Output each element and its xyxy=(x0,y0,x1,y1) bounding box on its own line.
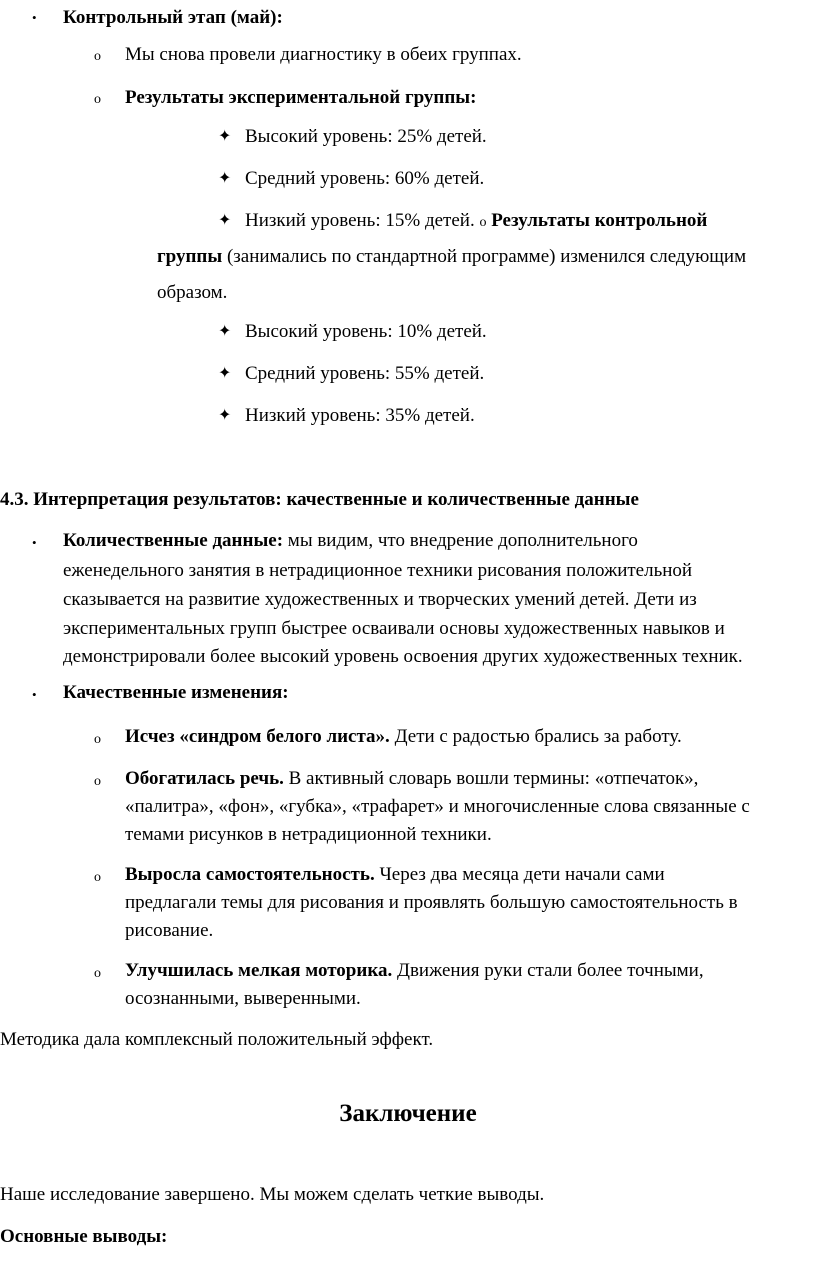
bullet-circle-icon: o xyxy=(94,870,101,885)
change-2-title: Обогатилась речь. xyxy=(125,768,284,789)
bullet-dot-icon: • xyxy=(32,535,37,550)
change-3-text: Через два месяца дети начали сами xyxy=(379,864,665,885)
ctrl-level-high: Высокий уровень: 10% детей. xyxy=(245,321,487,342)
section-heading: 4.3. Интерпретация результатов: качественные и количественные данные xyxy=(0,489,639,510)
bullet-star-icon: ✦ xyxy=(218,365,232,382)
change-3-line-2: предлагали темы для рисования и проявлять большую самостоятельность в xyxy=(125,892,738,913)
main-findings-label: Основные выводы: xyxy=(0,1226,168,1247)
exp-level-high: Высокий уровень: 25% детей. xyxy=(245,126,487,147)
ctrl-results-text-line1 xyxy=(157,242,746,272)
bullet-circle-icon: o xyxy=(94,732,101,747)
change-2-line-3: темами рисунков в нетрадиционной техники. xyxy=(125,824,492,845)
bullet-star-icon: ✦ xyxy=(218,170,232,187)
change-3-title: Выросла самостоятельность. xyxy=(125,864,375,885)
ctrl-results-text-line2: образом. xyxy=(157,282,228,303)
qual-label: Качественные изменения: xyxy=(63,682,289,703)
control-stage-title: Контрольный этап (май): xyxy=(63,7,283,28)
conclusion-heading: Заключение xyxy=(339,1100,477,1127)
change-2-line-2: «палитра», «фон», «губка», «трафарет» и многочисленные слова связанные с xyxy=(125,796,750,817)
bullet-circle-icon: o xyxy=(94,774,101,789)
ctrl-results-text: (занимались по стандартной программе) изменился следующим xyxy=(226,246,747,267)
change-1-text: Дети с радостью брались за работу. xyxy=(394,726,682,747)
quant-line-3: сказывается на развитие художественных и творческих умений детей. Дети из xyxy=(63,589,697,610)
quant-line-2: еженедельного занятия в нетрадиционное техники рисования положительной xyxy=(63,560,693,581)
change-1 xyxy=(125,722,682,752)
ctrl-results-title: Результаты контрольной xyxy=(491,210,708,231)
bullet-circle-icon: o xyxy=(94,92,101,107)
exp-level-mid: Средний уровень: 60% детей. xyxy=(245,168,485,189)
ctrl-results-title-cont: группы xyxy=(157,246,223,267)
quant-text: мы видим, что внедрение дополнительного xyxy=(287,530,638,551)
exp-level-low: Низкий уровень: 15% детей. xyxy=(245,210,475,231)
ctrl-level-mid: Средний уровень: 55% детей. xyxy=(245,363,485,384)
bullet-star-icon: ✦ xyxy=(218,212,232,229)
exp-level-low-line xyxy=(245,206,707,238)
bullet-circle-icon: o xyxy=(94,49,101,64)
quant-line-1 xyxy=(63,526,638,556)
ctrl-level-low: Низкий уровень: 35% детей. xyxy=(245,405,475,426)
bullet-dot-icon: • xyxy=(32,687,37,702)
change-3-line-1 xyxy=(125,860,665,890)
summary-text: Методика дала комплексный положительный эффект. xyxy=(0,1029,434,1050)
quant-line-5: демонстрировали более высокий уровень освоения других художественных техник. xyxy=(63,646,743,667)
diagnostics-text: Мы снова провели диагностику в обеих группах. xyxy=(125,44,522,65)
bullet-star-icon: ✦ xyxy=(218,407,232,424)
change-1-title: Исчез «синдром белого листа». xyxy=(125,726,390,747)
bullet-circle-icon: o xyxy=(479,215,487,230)
change-4-text: Движения руки стали более точными, xyxy=(396,960,704,981)
change-4-title: Улучшилась мелкая моторика. xyxy=(125,960,393,981)
bullet-star-icon: ✦ xyxy=(218,128,232,145)
exp-results-title: Результаты экспериментальной группы: xyxy=(125,87,477,108)
bullet-dot-icon: • xyxy=(32,10,37,25)
change-4-line-1 xyxy=(125,956,704,986)
quant-label: Количественные данные: xyxy=(63,530,284,551)
change-4-line-2: осознанными, выверенными. xyxy=(125,988,361,1009)
change-2-line-1 xyxy=(125,764,698,794)
conclusion-intro: Наше исследование завершено. Мы можем сделать четкие выводы. xyxy=(0,1184,545,1205)
change-3-line-3: рисование. xyxy=(125,920,214,941)
bullet-star-icon: ✦ xyxy=(218,323,232,340)
bullet-circle-icon: o xyxy=(94,966,101,981)
change-2-text: В активный словарь вошли термины: «отпечаток», xyxy=(288,768,699,789)
quant-line-4: экспериментальных групп быстрее осваивали основы художественных навыков и xyxy=(63,618,725,639)
